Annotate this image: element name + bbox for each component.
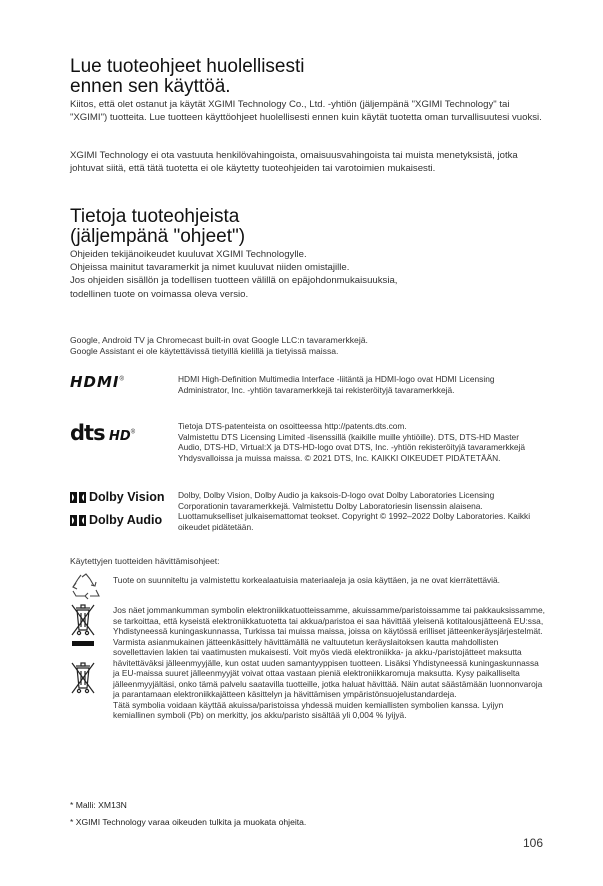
dolby-double-d-icon (70, 492, 86, 503)
dolby-vision-text: Dolby Vision (89, 490, 165, 504)
dolby-vision-logo (70, 490, 164, 504)
hdmi-trademark-text: HDMI High-Definition Multimedia Interface -liitäntä ja HDMI-logo ovat HDMI Licensing Administrator, Inc. -yhtiön tavaramerkkejä tai rekisteröityjä tavaramerkkejä. (178, 374, 495, 395)
google-line: Google Assistant ei ole käytettävissä tietyillä kielillä ja tietyissä maissa. (70, 346, 339, 357)
battery-bin-icon (70, 661, 96, 697)
battery-symbol-text: Tätä symbolia voidaan käyttää akuissa/paristoissa yhdessä muiden kemiallisten symbolien kanssa. Lyijyn kemiallinen symboli (Pb) on merkitty, jos akku/paristo sisältää yli 0,004 % lyijyä. (113, 699, 504, 720)
liability-paragraph: XGIMI Technology ei ota vastuuta henkilövahingoista, omaisuusvahingoista tai muista menetyksistä, jotka johtuvat siitä, että tätä tuotetta ei ole käytetty tuoteohjeiden tai varotoimien mukaisesti. (70, 150, 518, 175)
recycle-text: Tuote on suunniteltu ja valmistettu korkealaatuisia materiaaleja ja osia käyttäen, ja ne ovat kierrätettäviä. (113, 575, 501, 585)
info-line: Jos ohjeiden sisällön ja todellisen tuotteen välillä on epäjohdonmukaisuuksia, (70, 275, 398, 287)
thanks-paragraph: Kiitos, että olet ostanut ja käytät XGIMI Technology Co., Ltd. -yhtiön (jäljempänä "XGIMI Technology" tai "XGIMI") tuotteita. Lue tuotteen käyttöohjeet huolellisesti ennen kuin käytät tuotetta oman turvallisuutesi vuoksi. (70, 99, 542, 124)
dts-reg-mark: ® (130, 429, 136, 436)
dts-license-text: Valmistettu DTS Licensing Limited -lisenssillä (kaikille muille yhtiöille). DTS, DTS-HD Master Audio, DTS-HD, Virtual:X ja DTS-HD-logo ovat DTS, Inc. -yhtiön rekisteröityjä tavaramerkkejä Yhdysvalloissa ja muissa maissa. © 2021 DTS, Inc. KAIKKI OIKEUDET PIDÄTETÄÄN. (178, 431, 526, 463)
hdmi-logo-text: HDMI (70, 373, 120, 391)
page-number: 106 (522, 836, 543, 850)
info-line: todellinen tuote on voimassa oleva versio. (70, 288, 249, 300)
info-line: Ohjeiden tekijänoikeudet kuuluvat XGIMI Technologylle. (70, 249, 307, 260)
heading-line-2: (jäljempänä "ohjeet") (70, 226, 246, 247)
dolby-double-d-icon (70, 515, 86, 526)
instructions-info (70, 248, 545, 301)
google-line: Google, Android TV ja Chromecast built-in ovat Google LLC:n tavaramerkkejä. (70, 335, 368, 345)
heading-line-2: ennen sen käyttöä. (70, 76, 231, 97)
heading-about-instructions (70, 207, 245, 247)
hdmi-reg-mark: ® (119, 376, 124, 383)
heading-line-1: Tietoja tuoteohjeista (70, 206, 240, 227)
dts-hd-text: HD (109, 429, 131, 444)
dts-patents-line: Tietoja DTS-patenteista on osoitteessa http://patents.dts.com. (178, 421, 407, 431)
dts-logo-text: dts (70, 421, 105, 445)
heading-line-1: Lue tuoteohjeet huolellisesti (70, 56, 305, 77)
disposal-heading: Käytettyjen tuotteiden hävittämisohjeet: (70, 556, 220, 566)
dts-hd-logo (70, 421, 135, 445)
dts-trademark-text (178, 421, 543, 463)
recycle-icon (70, 573, 102, 601)
rights-note: * XGIMI Technology varaa oikeuden tulkita ja muokata ohjeita. (70, 817, 307, 827)
dolby-audio-text: Dolby Audio (89, 513, 163, 527)
model-note: * Malli: XM13N (70, 800, 127, 810)
crossed-bin-icon (70, 603, 96, 649)
weee-text-block (113, 605, 545, 721)
google-trademark (70, 335, 540, 358)
weee-text: Jos näet jommankumman symbolin elektroniikkatuotteissamme, akuissamme/paristoissamme tai pakkauksissamme, se tarkoittaa, että kyseistä elektroniikkatuotetta tai akkua/paristoa ei saa hävittää yleisenä kotitalousjätteenä EU:ssa, Yhdistyneessä kuningaskunnassa, Turkissa tai muissa maissa, joissa on käytössä erilliset jätteenkeräysjärjestelmät. Varmista asianmukainen jätteenkäsittely hävittämällä ne valtuutetun keräyslaitoksen kautta mahdollisten sovellettavien lakien tai vaatimusten mukaisesti. Voit myös viedä elektroniikka- ja akku-/paristojätteet maksutta hävitettäväksi jälleenmyyjälle, kun ostat uuden samantyyppisen tuotteen. Lisäksi Yhdistyneessä kuningaskunnassa ja EU-maissa suuret jälleenmyyjät voivat ottaa vastaan pieniä elektroniikkaromuja maksutta. Kysy paikalliselta jälleenmyyjältäsi, onko tämä palvelu saatavilla tuotteille, jotka haluat hävittää. Näin autat säästämään luonnonvaroja ja parantamaan elektroniikkajätteen käsittelyn ja hävittämisen ympäristönsuojelustandardeja. (113, 605, 545, 699)
hdmi-logo (70, 373, 124, 392)
dolby-audio-logo (70, 513, 162, 527)
info-line: Ohjeissa mainitut tavaramerkit ja nimet kuuluvat niiden omistajille. (70, 262, 350, 274)
dolby-trademark-text: Dolby, Dolby Vision, Dolby Audio ja kaksois-D-logo ovat Dolby Laboratories Licensing Corporationin tavaramerkkejä. Valmistettu Dolby Laboratoriesin lisenssin alaisena. Luottamukselliset julkaisemattomat teokset. Copyright © 1992–2022 Dolby Laboratories. Kaikki oikeudet pidätetään. (178, 490, 531, 532)
heading-read-instructions (70, 57, 305, 97)
